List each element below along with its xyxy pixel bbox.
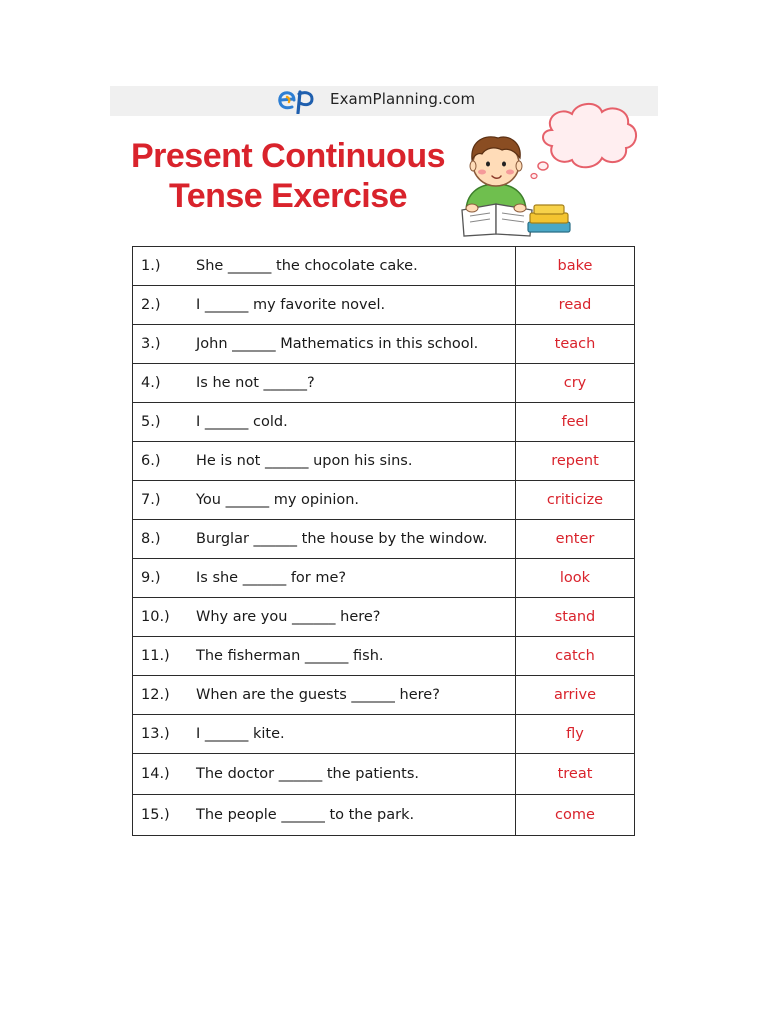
question-number: 6.) (141, 453, 161, 469)
question-cell (133, 364, 516, 403)
page-title (118, 136, 458, 216)
thought-bubble-icon (531, 104, 636, 179)
question-number: 9.) (141, 570, 161, 586)
question-sentence: Is he not ______? (196, 375, 315, 391)
table-row (133, 637, 635, 676)
table-row (133, 364, 635, 403)
question-cell (133, 559, 516, 598)
question-sentence: I ______ kite. (196, 726, 285, 742)
question-number: 15.) (141, 807, 170, 823)
question-number: 8.) (141, 531, 161, 547)
question-number: 2.) (141, 297, 161, 313)
question-sentence: Burglar ______ the house by the window. (196, 531, 488, 547)
verb-hint-cell: arrive (516, 676, 635, 715)
verb-hint-cell: treat (516, 754, 635, 795)
verb-hint-cell: teach (516, 325, 635, 364)
verb-hint-cell: enter (516, 520, 635, 559)
title-line-2: Tense Exercise (168, 177, 408, 215)
question-sentence: The people ______ to the park. (196, 807, 415, 823)
question-cell (133, 520, 516, 559)
open-book-icon (462, 204, 532, 236)
question-number: 14.) (141, 766, 170, 782)
verb-hint-cell: repent (516, 442, 635, 481)
book-stack-icon (528, 205, 570, 232)
question-sentence: When are the guests ______ here? (196, 687, 440, 703)
verb-hint-cell: fly (516, 715, 635, 754)
verb-hint-cell: cry (516, 364, 635, 403)
question-sentence: Is she ______ for me? (196, 570, 347, 586)
boy-icon (466, 137, 526, 212)
question-sentence: I ______ cold. (196, 414, 288, 430)
question-number: 10.) (141, 609, 170, 625)
question-number: 13.) (141, 726, 170, 742)
table-row (133, 795, 635, 836)
table-row (133, 715, 635, 754)
question-cell (133, 598, 516, 637)
verb-hint-cell: feel (516, 403, 635, 442)
verb-hint-cell: look (516, 559, 635, 598)
table-row (133, 325, 635, 364)
title-line-1: Present Continuous (130, 137, 446, 175)
question-sentence: You ______ my opinion. (196, 492, 360, 508)
table-row (133, 559, 635, 598)
question-sentence: The doctor ______ the patients. (196, 766, 420, 782)
question-cell (133, 795, 516, 836)
question-sentence: The fisherman ______ fish. (196, 648, 384, 664)
verb-hint-cell: bake (516, 247, 635, 286)
question-cell (133, 481, 516, 520)
ep-logo-icon (278, 88, 318, 114)
verb-hint-cell: come (516, 795, 635, 836)
question-sentence: Why are you ______ here? (196, 609, 381, 625)
verb-hint-cell: read (516, 286, 635, 325)
question-number: 4.) (141, 375, 161, 391)
verb-hint-cell: criticize (516, 481, 635, 520)
question-number: 5.) (141, 414, 161, 430)
table-row (133, 247, 635, 286)
question-cell (133, 442, 516, 481)
question-cell (133, 286, 516, 325)
table-row (133, 676, 635, 715)
question-sentence: I ______ my favorite novel. (196, 297, 386, 313)
table-row (133, 403, 635, 442)
exercise-table-body (133, 247, 635, 836)
question-cell (133, 247, 516, 286)
verb-hint-cell: catch (516, 637, 635, 676)
question-number: 1.) (141, 258, 161, 274)
table-row (133, 754, 635, 795)
question-cell (133, 325, 516, 364)
question-cell (133, 715, 516, 754)
table-row (133, 286, 635, 325)
question-number: 3.) (141, 336, 161, 352)
table-row (133, 598, 635, 637)
verb-hint-cell: stand (516, 598, 635, 637)
question-cell (133, 676, 516, 715)
boy-reading-illustration (452, 100, 642, 240)
table-row (133, 442, 635, 481)
question-number: 7.) (141, 492, 161, 508)
table-row (133, 481, 635, 520)
question-sentence: She ______ the chocolate cake. (196, 258, 418, 274)
question-sentence: John ______ Mathematics in this school. (196, 336, 479, 352)
question-sentence: He is not ______ upon his sins. (196, 453, 413, 469)
table-row (133, 520, 635, 559)
question-cell (133, 403, 516, 442)
site-name: ExamPlanning.com (330, 90, 476, 108)
question-number: 12.) (141, 687, 170, 703)
exercise-table (132, 246, 635, 836)
question-cell (133, 637, 516, 676)
question-number: 11.) (141, 648, 170, 664)
question-cell (133, 754, 516, 795)
